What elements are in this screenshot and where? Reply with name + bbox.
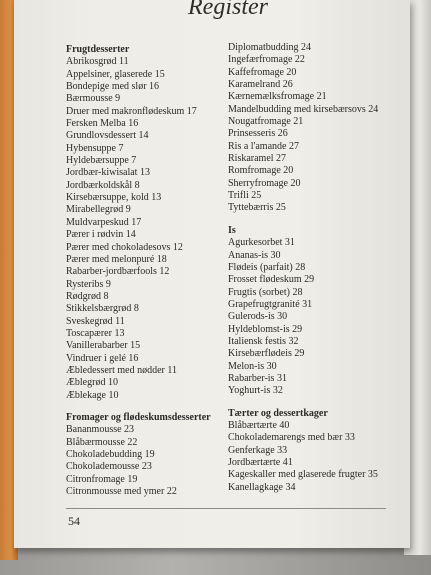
index-entry: Muldvarpeskud 17: [66, 216, 142, 228]
section-heading: Fromager og flødeskumsdesserter: [66, 411, 211, 423]
index-entry: Pærer med melonpuré 18: [66, 253, 167, 265]
index-entry: Kirsebærsuppe, kold 13: [66, 192, 162, 204]
index-entry: Appelsiner, glaserede 15: [66, 68, 165, 80]
index-entry: Stikkelsbærgrød 8: [66, 303, 139, 315]
index-entry: Ingefærfromage 22: [228, 54, 305, 66]
index-entry: Melon-is 30: [228, 360, 277, 372]
index-entry: Genferkage 33: [228, 444, 288, 456]
index-entry: Nougatfromage 21: [228, 116, 304, 128]
index-entry: Vanillerabarber 15: [66, 340, 141, 352]
index-entry: Rabarber-is 31: [228, 372, 287, 384]
index-entry: Chokolademarengs med bær 33: [228, 432, 355, 444]
index-entry: Blåbærmousse 22: [66, 436, 138, 448]
index-entry: Sherryfromage 20: [228, 177, 301, 189]
index-entry: Kaffefromage 20: [228, 66, 297, 78]
index-entry: Kageskaller med glaserede frugter 35: [228, 469, 378, 481]
index-entry: Chokoladebudding 19: [66, 449, 155, 460]
section-gap: [228, 215, 408, 223]
index-entry: Trifli 25: [228, 190, 262, 202]
index-entry: Bærmousse 9: [66, 93, 121, 105]
index-entry: Toscapærer 13: [66, 327, 125, 339]
page-title: Register: [188, 0, 268, 20]
index-entry: Hyldeblomst-is 29: [228, 323, 303, 335]
index-entry: Druer med makronflødeskum 17: [66, 105, 197, 117]
index-entry: Kanellagkage 34: [228, 481, 296, 493]
footer-rule: [66, 508, 386, 509]
index-entry: Romfromage 20: [228, 165, 294, 177]
index-entry: Blåbærtærte 40: [228, 419, 290, 431]
index-entry: Bondepige med slør 16: [66, 81, 160, 93]
index-entry: Ris a l'amande 27: [228, 140, 299, 152]
page-number: 54: [68, 514, 80, 528]
section-heading: Is: [228, 224, 236, 236]
index-column-right: [228, 42, 408, 494]
index-entry: Mandelbudding med kirsebærsovs 24: [228, 103, 379, 115]
section-heading: Frugtdesserter: [66, 44, 130, 55]
index-entry: Æbledessert med nødder 11: [66, 364, 177, 376]
index-entry: Bananmousse 23: [66, 424, 135, 436]
index-entry: Jordbærkoldskål 8: [66, 179, 140, 191]
index-entry: Rabarber-jordbærfools 12: [66, 266, 170, 278]
index-entry: Grundlovsdessert 14: [66, 130, 149, 142]
index-entry: Kærnemælksfromage 21: [228, 91, 327, 103]
index-entry: Abrikosgrød 11: [66, 56, 129, 68]
section-heading: Tærter og dessertkager: [228, 407, 328, 419]
index-entry: Vindruer i gelé 16: [66, 352, 139, 364]
index-entry: Grapefrugtgranité 31: [228, 298, 313, 310]
index-entry: Italiensk festis 32: [228, 335, 299, 347]
index-entry: Chokolademousse 23: [66, 461, 152, 473]
section-gap: [66, 402, 226, 410]
index-entry: Riskaramel 27: [228, 153, 287, 165]
index-entry: Hyldebærsuppe 7: [66, 155, 137, 167]
index-entry: Mirabellegrød 9: [66, 204, 131, 216]
index-entry: Flødeis (parfait) 28: [228, 261, 306, 273]
index-entry: Frosset flødeskum 29: [228, 274, 315, 286]
index-entry: Frugtis (sorbet) 28: [228, 286, 303, 298]
index-entry: Rødgrød 8: [66, 290, 109, 302]
index-entry: Jordbærtærte 41: [228, 457, 293, 468]
index-entry: Diplomatbudding 24: [228, 42, 312, 53]
index-entry: Fersken Melba 16: [66, 118, 139, 130]
index-entry: Yoghurt-is 32: [228, 385, 283, 397]
index-entry: Citronfromage 19: [66, 473, 138, 485]
index-entry: Gulerods-is 30: [228, 311, 288, 323]
index-entry: Kirsebærflødeis 29: [228, 348, 305, 360]
index-entry: Æblegrød 10: [66, 377, 118, 389]
index-entry: Jordbær-kiwisalat 13: [66, 167, 150, 179]
index-entry: Pærer med chokoladesovs 12: [66, 241, 183, 253]
index-column-left: [66, 42, 226, 498]
index-entry: Sveskegrød 11: [66, 315, 125, 327]
index-entry: Tyttebærris 25: [228, 202, 286, 214]
index-entry: Ananas-is 30: [228, 249, 281, 261]
index-entry: Rysteribs 9: [66, 278, 111, 290]
index-entry: Karamelrand 26: [228, 79, 293, 91]
index-entry: Agurkesorbet 31: [228, 237, 295, 249]
index-entry: Æblekage 10: [66, 389, 119, 401]
index-entry: Prinsesseris 26: [228, 128, 288, 140]
index-entry: Pærer i rødvin 14: [66, 229, 136, 241]
section-gap: [228, 398, 408, 406]
index-entry: Citronmousse med ymer 22: [66, 486, 177, 498]
index-entry: Hybensuppe 7: [66, 142, 124, 154]
